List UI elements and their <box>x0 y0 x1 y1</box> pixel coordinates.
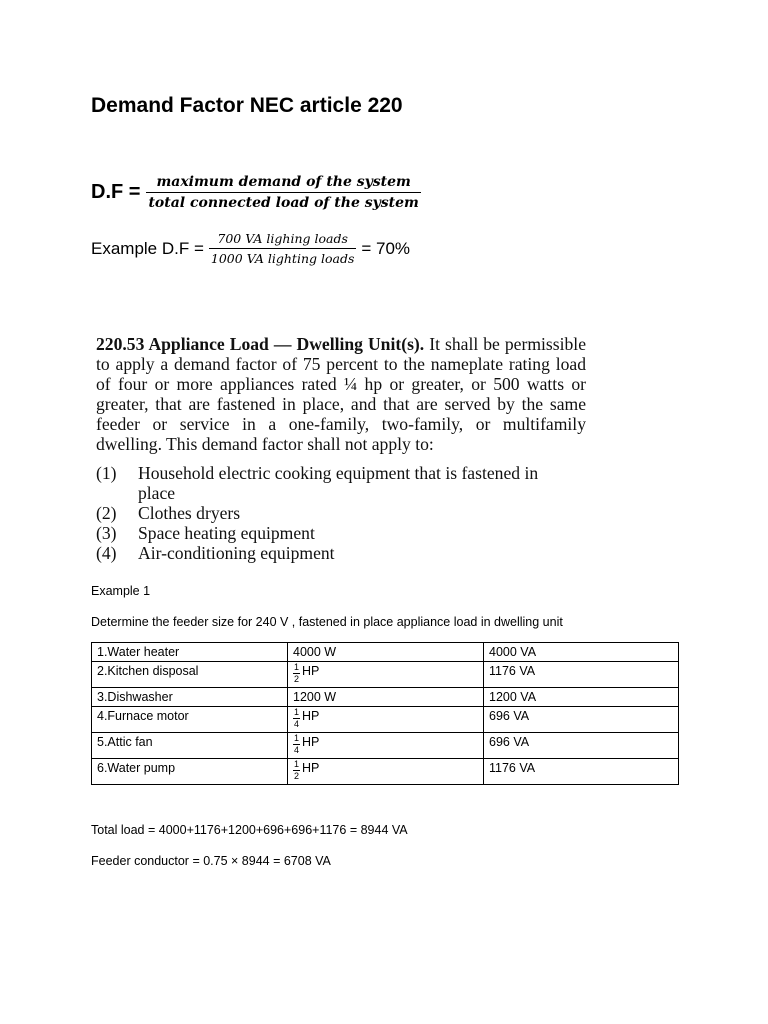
appliance-va: 696 VA <box>484 733 679 759</box>
hp-fraction <box>293 663 300 684</box>
formula-fraction <box>146 174 420 211</box>
nec-excerpt <box>96 334 586 563</box>
hp-fraction-numerator: 1 <box>293 707 299 717</box>
table-row <box>92 733 679 759</box>
appliance-name: 1.Water heater <box>92 643 288 662</box>
example-formula-denominator: 1000 VA lighting loads <box>210 251 355 266</box>
appliance-name: 2.Kitchen disposal <box>92 662 288 688</box>
nec-body: It shall be permissible to apply a demand factor of 75 percent to the nameplate rating load of four or more appliances rated ¼ hp or greater, or 500 watts or greater, that are fastened in place, and that are served by the same feeder or service in a one-family, two-family, or multifamily dwelling. This demand factor shall not apply to: <box>96 334 586 454</box>
example-formula-label: Example D.F = <box>91 238 204 258</box>
hp-fraction <box>293 708 300 729</box>
appliance-rating-unit: HP <box>302 761 320 775</box>
example-formula-numerator: 700 VA lighing loads <box>217 231 348 246</box>
appliance-rating-cell <box>288 662 484 688</box>
formula-numerator: maximum demand of the system <box>156 174 411 190</box>
feeder-conductor: Feeder conductor = 0.75 × 8944 = 6708 VA <box>91 854 331 868</box>
nec-item-number: (4) <box>96 543 117 563</box>
nec-list-item <box>96 463 586 503</box>
page-title: Demand Factor NEC article 220 <box>91 94 403 117</box>
appliance-va: 1176 VA <box>484 759 679 785</box>
nec-item-text: Space heating equipment <box>138 523 315 543</box>
nec-paragraph <box>96 334 586 454</box>
nec-heading: 220.53 Appliance Load — Dwelling Unit(s). <box>96 334 425 354</box>
nec-item-number: (1) <box>96 463 117 483</box>
appliance-name: 3.Dishwasher <box>92 688 288 707</box>
hp-fraction-denominator: 2 <box>293 674 299 684</box>
appliance-rating-cell <box>288 707 484 733</box>
hp-fraction-numerator: 1 <box>293 662 299 672</box>
example-1-title: Example 1 <box>91 584 151 598</box>
demand-factor-formula <box>91 174 421 211</box>
hp-fraction <box>293 760 300 781</box>
hp-fraction-numerator: 1 <box>293 733 299 743</box>
example-formula-fraction <box>209 231 356 266</box>
nec-item-text: Household electric cooking equipment that is fastened in place <box>138 463 539 503</box>
appliance-rating-cell <box>288 733 484 759</box>
appliance-rating-cell <box>288 759 484 785</box>
example-1-description: Determine the feeder size for 240 V , fastened in place appliance load in dwelling unit <box>91 615 563 629</box>
table-row <box>92 707 679 733</box>
nec-item-text: Air-conditioning equipment <box>138 543 335 563</box>
appliance-rating: 4000 W <box>288 643 484 662</box>
hp-fraction-denominator: 2 <box>293 771 299 781</box>
nec-list-item <box>96 523 586 543</box>
formula-denominator: total connected load of the system <box>148 195 419 211</box>
nec-item-text: Clothes dryers <box>138 503 241 523</box>
appliance-rating-unit: HP <box>302 735 320 749</box>
nec-item-number: (3) <box>96 523 117 543</box>
appliance-load-table <box>91 642 679 785</box>
table-row <box>92 643 679 662</box>
appliance-rating: 1200 W <box>288 688 484 707</box>
nec-list-item <box>96 543 586 563</box>
hp-fraction-numerator: 1 <box>293 759 299 769</box>
hp-fraction-denominator: 4 <box>293 719 299 729</box>
appliance-name: 4.Furnace motor <box>92 707 288 733</box>
appliance-name: 5.Attic fan <box>92 733 288 759</box>
hp-fraction-denominator: 4 <box>293 745 299 755</box>
appliance-va: 4000 VA <box>484 643 679 662</box>
appliance-va: 1176 VA <box>484 662 679 688</box>
nec-item-number: (2) <box>96 503 117 523</box>
hp-fraction <box>293 734 300 755</box>
appliance-rating-unit: HP <box>302 664 320 678</box>
appliance-va: 1200 VA <box>484 688 679 707</box>
example-formula <box>91 231 410 266</box>
nec-list-item <box>96 503 586 523</box>
table-row <box>92 688 679 707</box>
appliance-rating-unit: HP <box>302 709 320 723</box>
table-row <box>92 662 679 688</box>
example-formula-result: = 70% <box>361 238 411 258</box>
total-load: Total load = 4000+1176+1200+696+696+1176 = 8944 VA <box>91 823 408 837</box>
appliance-va: 696 VA <box>484 707 679 733</box>
appliance-name: 6.Water pump <box>92 759 288 785</box>
formula-label: D.F = <box>91 181 141 203</box>
table-row <box>92 759 679 785</box>
